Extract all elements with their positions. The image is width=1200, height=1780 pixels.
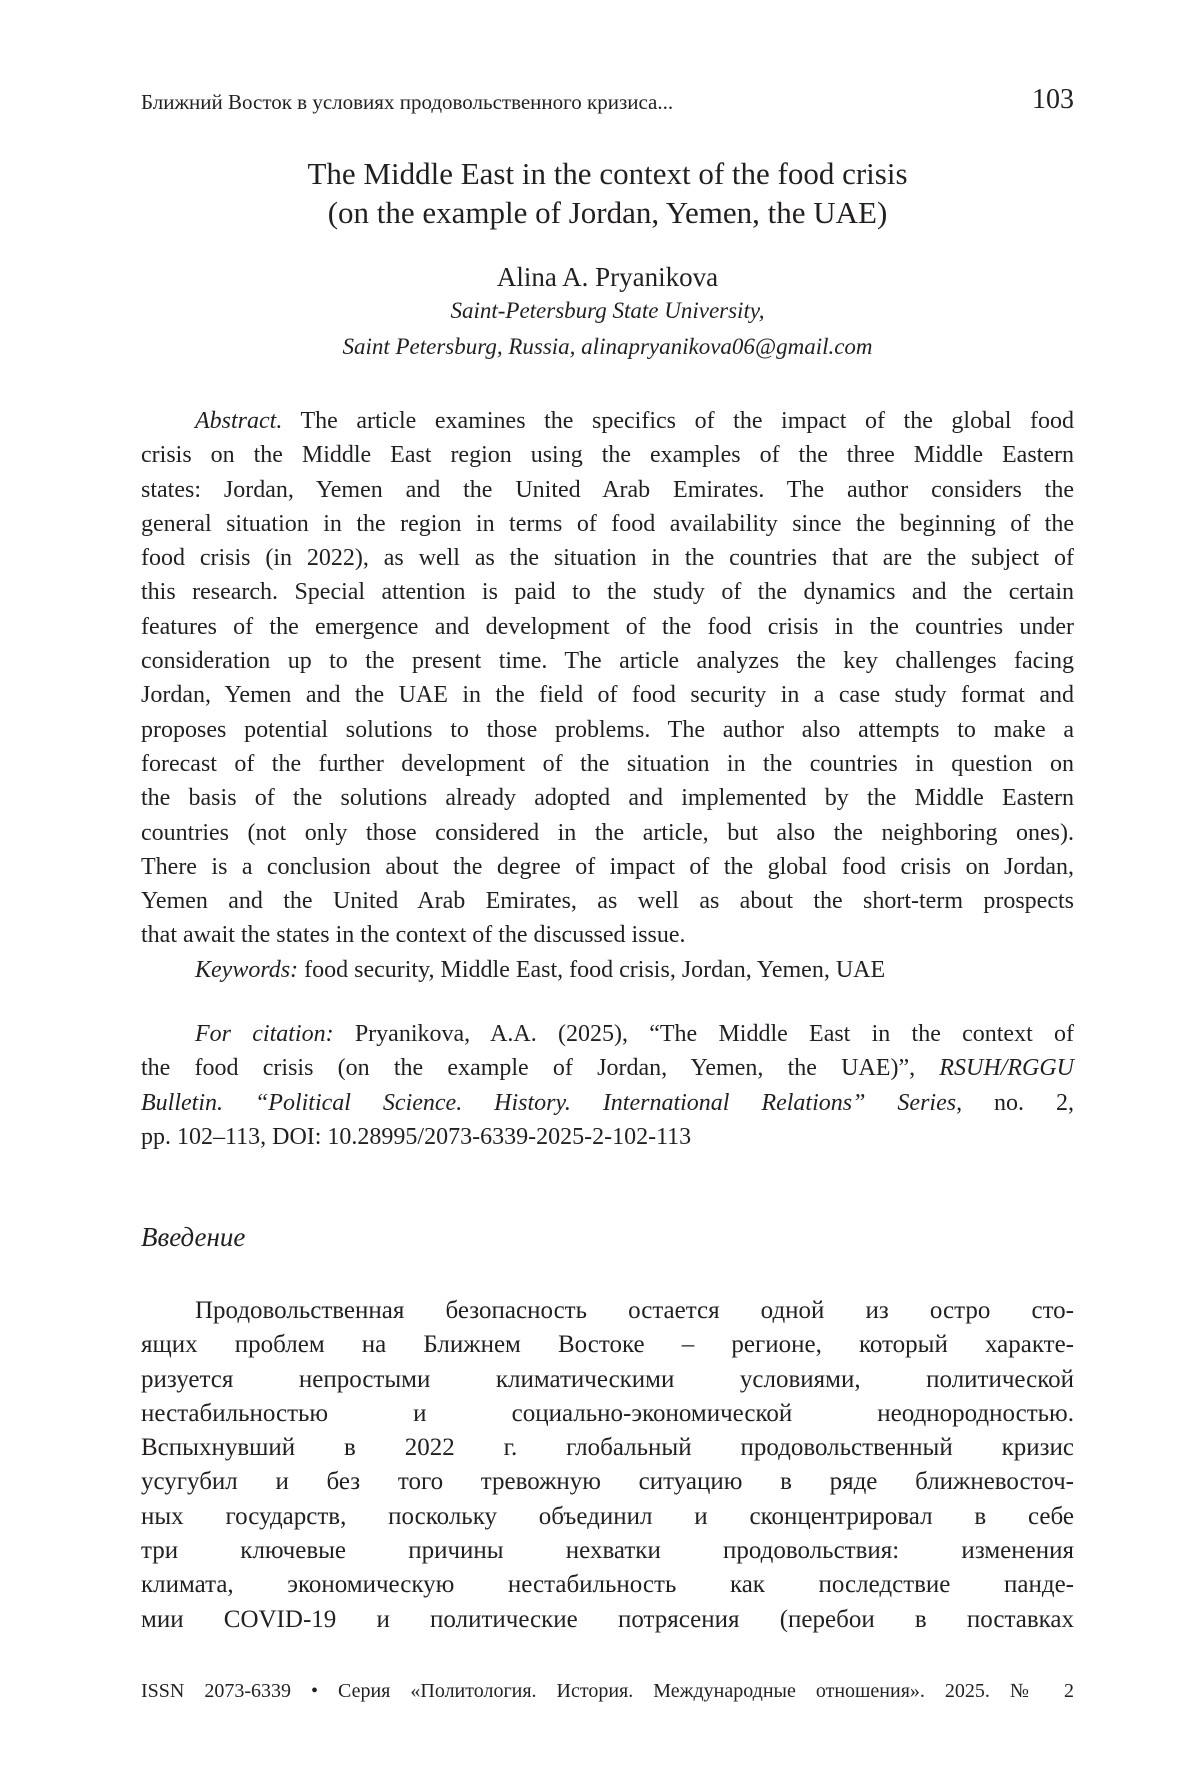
keywords-list: food security, Middle East, food crisis, Jordan, Yemen, UAE xyxy=(298,957,885,983)
citation-text: , no. 2, xyxy=(956,1090,1074,1116)
abstract xyxy=(141,404,1074,987)
keywords-label: Keywords: xyxy=(195,957,298,983)
paragraph-line: нестабильностью и социально-экономической неоднородностью. xyxy=(141,1397,1074,1431)
paragraph-line: Вспыхнувший в 2022 г. глобальный продовольственный кризис xyxy=(141,1431,1074,1465)
abstract-line: Jordan, Yemen and the UAE in the field of food security in a case study format and xyxy=(141,678,1074,712)
citation-line xyxy=(141,1017,1074,1051)
abstract-line: crisis on the Middle East region using the examples of the three Middle Eastern xyxy=(141,438,1074,472)
citation-text: the food crisis (on the example of Jordan, Yemen, the UAE)”, xyxy=(141,1055,939,1081)
section-heading: Введение xyxy=(141,1222,245,1253)
abstract-line: food crisis (in 2022), as well as the situation in the countries that are the subject of xyxy=(141,541,1074,575)
paragraph-line: ризуется непростыми климатическими условиями, политической xyxy=(141,1363,1074,1397)
abstract-line: proposes potential solutions to those problems. The author also attempts to make a xyxy=(141,713,1074,747)
keywords xyxy=(141,953,1074,987)
abstract-line: general situation in the region in terms of food availability since the beginning of the xyxy=(141,507,1074,541)
abstract-text: The article examines the specifics of the impact of the global food xyxy=(282,408,1074,434)
abstract-line: this research. Special attention is paid to the study of the dynamics and the certain xyxy=(141,575,1074,609)
abstract-line: the basis of the solutions already adopted and implemented by the Middle Eastern xyxy=(141,781,1074,815)
author-location-email: Saint Petersburg, Russia, alinapryanikova06@gmail.com xyxy=(141,334,1074,360)
citation-line: pp. 102–113, DOI: 10.28995/2073-6339-2025-2-102-113 xyxy=(141,1120,1074,1154)
paragraph-line: ящих проблем на Ближнем Востоке – регионе, который характе- xyxy=(141,1328,1074,1362)
abstract-line: features of the emergence and development of the food crisis in the countries under xyxy=(141,610,1074,644)
paragraph-line: мии COVID-19 и политические потрясения (перебои в поставках xyxy=(141,1603,1074,1637)
page-footer: ISSN 2073-6339 • Серия «Политология. История. Международные отношения». 2025. № 2 xyxy=(141,1680,1074,1703)
citation-journal: Bulletin. “Political Science. History. International Relations” Series xyxy=(141,1090,956,1116)
abstract-line: There is a conclusion about the degree of impact of the global food crisis on Jordan, xyxy=(141,850,1074,884)
abstract-line: Yemen and the United Arab Emirates, as well as about the short-term prospects xyxy=(141,884,1074,918)
abstract-line: that await the states in the context of the discussed issue. xyxy=(141,918,1074,952)
paragraph-line: Продовольственная безопасность остается одной из остро сто- xyxy=(141,1294,1074,1328)
citation xyxy=(141,1017,1074,1154)
abstract-line: countries (not only those considered in the article, but also the neighboring ones). xyxy=(141,816,1074,850)
paragraph-line: усугубил и без того тревожную ситуацию в ряде ближневосточ- xyxy=(141,1465,1074,1499)
running-head-title: Ближний Восток в условиях продовольственного кризиса... xyxy=(141,90,673,114)
abstract-line: states: Jordan, Yemen and the United Arab Emirates. The author considers the xyxy=(141,473,1074,507)
abstract-label: Abstract. xyxy=(195,408,282,434)
abstract-line: forecast of the further development of the situation in the countries in question on xyxy=(141,747,1074,781)
paragraph-line: ных государств, поскольку объединил и сконцентрировал в себе xyxy=(141,1500,1074,1534)
body-text xyxy=(141,1294,1074,1637)
article-title-line-1: The Middle East in the context of the food crisis xyxy=(141,156,1074,192)
paragraph-line: три ключевые причины нехватки продовольствия: изменения xyxy=(141,1534,1074,1568)
running-head xyxy=(141,90,1074,115)
article-title-line-2: (on the example of Jordan, Yemen, the UAE) xyxy=(141,195,1074,231)
citation-text: Pryanikova, A.A. (2025), “The Middle East in the context of xyxy=(334,1021,1074,1047)
author-name: Alina A. Pryanikova xyxy=(141,262,1074,293)
paragraph-line: климата, экономическую нестабильность как последствие панде- xyxy=(141,1568,1074,1602)
abstract-line: consideration up to the present time. The article analyzes the key challenges facing xyxy=(141,644,1074,678)
page-number: 103 xyxy=(1032,84,1074,116)
author-affiliation: Saint-Petersburg State University, xyxy=(141,298,1074,324)
citation-line xyxy=(141,1051,1074,1085)
citation-label: For citation: xyxy=(195,1021,334,1047)
citation-journal: RSUH/RGGU xyxy=(939,1055,1074,1081)
citation-line xyxy=(141,1086,1074,1120)
abstract-line xyxy=(141,404,1074,438)
